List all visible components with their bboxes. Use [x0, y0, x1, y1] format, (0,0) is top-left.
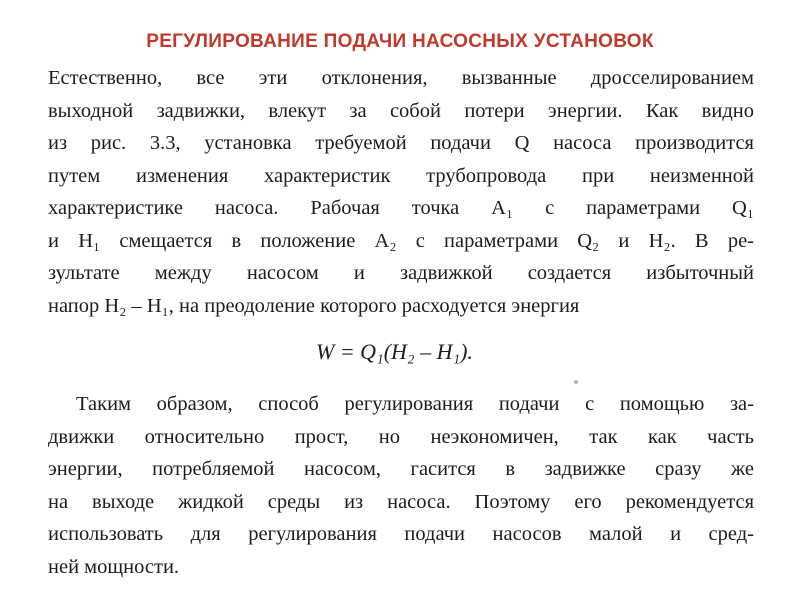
text-line: из рис. 3.3, установка требуемой подачи Q насоса производится: [48, 132, 754, 154]
slide-title: РЕГУЛИРОВАНИЕ ПОДАЧИ НАСОСНЫХ УСТАНОВОК: [146, 31, 654, 52]
text-line: характеристике насоса. Рабочая точка A₁ с параметрами Q₁: [48, 197, 754, 219]
paragraph-2: [48, 388, 754, 583]
text-line: и H₁ смещается в положение A₂ с параметрами Q₂ и H₂. В ре-: [48, 229, 754, 252]
energy-formula: W = Q₁(H₂ – H₁).: [316, 339, 473, 364]
text-line: использовать для регулирования подачи насосов малой и сред-: [48, 523, 754, 545]
text-line: Естественно, все эти отклонения, вызванные дросселированием: [48, 67, 754, 89]
text-line: на выходе жидкой среды из насоса. Поэтому его рекомендуется: [48, 490, 754, 513]
text-line: энергии, потребляемой насосом, гасится в задвижке сразу же: [48, 458, 754, 480]
text-line: выходной задвижки, влекут за собой потери энергии. Как видно: [48, 99, 754, 122]
scan-speck: [574, 380, 578, 384]
text-line: напор H₂ – H₁, на преодоление которого расходуется энергия: [48, 294, 580, 317]
text-body: [48, 62, 754, 583]
text-line: зультате между насосом и задвижкой создается избыточный: [48, 262, 754, 284]
text-line: Таким образом, способ регулирования подачи с помощью за-: [76, 393, 754, 415]
text-line: движки относительно прост, но неэкономичен, так как часть: [48, 425, 754, 448]
paragraph-1: [48, 62, 754, 322]
text-line: ней мощности.: [48, 555, 180, 578]
text-line: путем изменения характеристик трубопровода при неизменной: [48, 164, 754, 187]
